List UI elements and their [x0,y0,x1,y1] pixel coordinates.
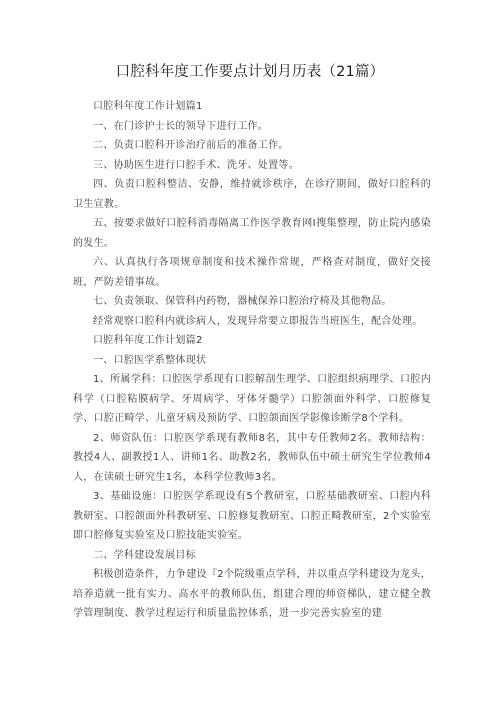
paragraph: 六、认真执行各项规章制度和技术操作常规，严格查对制度，做好交接班，严防差错事故。 [73,257,431,288]
paragraph: 3、基础设施：口腔医学系现设有5个教研室，口腔基础教研室、口腔内科教研室、口腔颌面外科教研室、口腔修复教研室、口腔正畸教研室，2个实验室即口腔修复实验室及口腔技能实验室。 [73,491,431,541]
paragraph: 五、按要求做好口腔科消毒隔离工作医学教育网I搜集整理，防止院内感染的发生。 [73,218,431,249]
paragraph: 七、负责领取、保管科内药物，器械保养口腔治疗椅及其他物品。 [93,296,392,307]
paragraph: 积极创造条件，力争建设『2个院级重点学科，并以重点学科建设为龙头，培养造就一批有实力、高水平的教师队伍，组建合理的师资梯队，建立健全教学管理制度、教学过程运行和质量监控体系，进一步完善实验室的建 [73,569,431,619]
paragraph: 二、负责口腔科开诊治疗前后的准备工作。 [93,140,289,151]
subsection-heading: 二、学科建设发展目标 [93,549,196,561]
paragraph: 三、协助医生进行口腔手术、洗牙、处置等。 [93,159,299,171]
subsection-heading: 一、口腔医学系整体现状 [93,354,207,366]
paragraph: 经常观察口腔科内就诊病人，发现异常要立即报告当班医生，配合处理。 [93,315,423,327]
document-title: 口腔科年度工作要点计划月历表（21篇） [115,64,385,80]
section-heading: 口腔科年度工作计划篇2 [93,335,203,346]
paragraph: 2、师资队伍：口腔医学系现有教师8名，其中专任教师2名。教师结构：教授4人、副教授1人、讲师1名、助教2名，教师队伍中硕士研究生学位教师4人，在读硕士研究生1名，本科学位教师3名。 [73,432,431,483]
section-heading: 口腔科年度工作计划篇1 [93,101,203,112]
paragraph: 1、所属学科：口腔医学系现有口腔解剖生理学、口腔组织病理学、口腔内科学（口腔粘膜病学、牙周病学、牙体牙髓学）口腔颌面外科学、口腔修复学、口腔正畸学、儿童牙病及预防学、口腔颌面医学影像诊断学8个学科。 [73,374,431,424]
document-body [73,97,431,624]
paragraph: 四、负责口腔科整洁、安静，维持就诊秩序，在诊疗期间，做好口腔科的卫生宣教。 [73,179,431,210]
paragraph: 一、在门诊护士长的领导下进行工作。 [93,120,269,132]
